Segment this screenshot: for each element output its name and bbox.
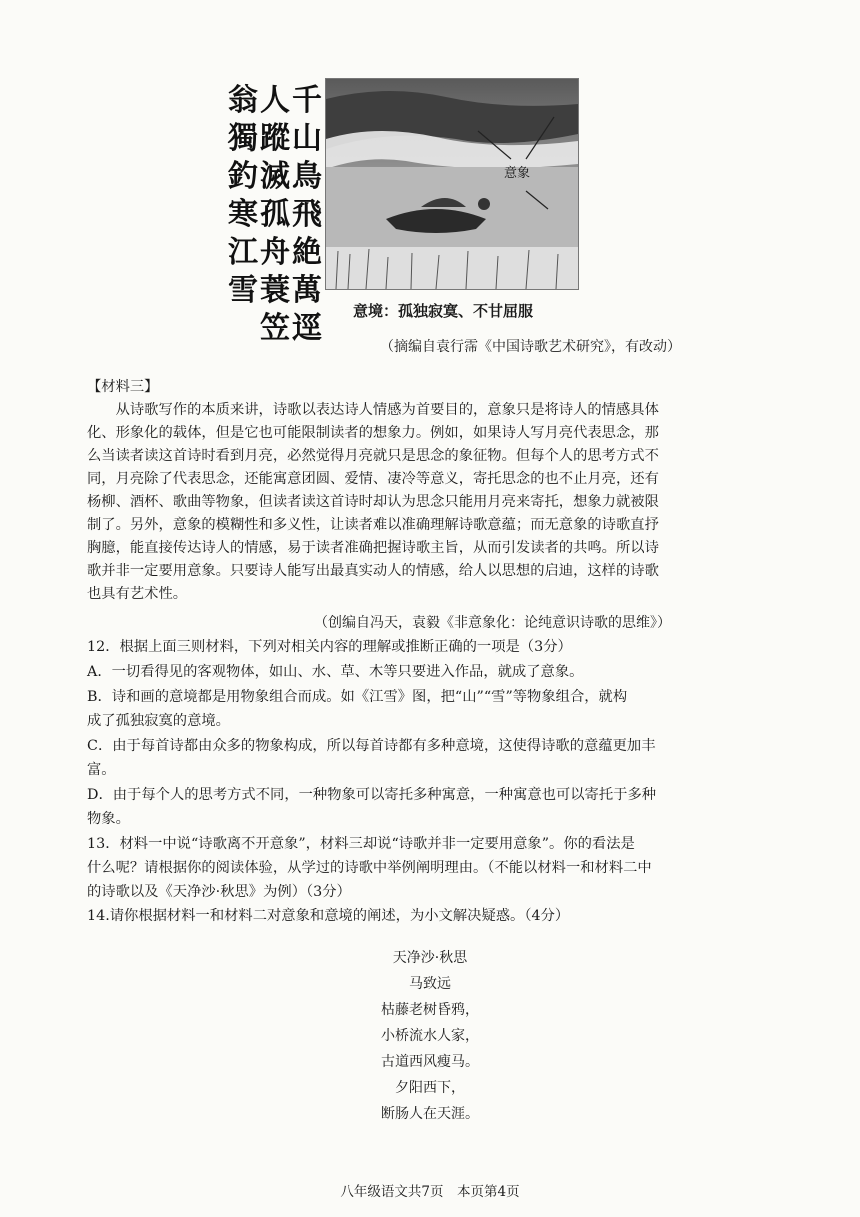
material-line: 同，月亮除了代表思念，还能寓意团圆、爱情、凄冷等意义，寄托思念的也不止月亮，还有: [87, 471, 659, 487]
calligraphy-char: 鳥: [292, 159, 322, 194]
calligraphy-char: 逕: [292, 311, 322, 346]
calligraphy-char: 千: [292, 83, 322, 118]
material-heading: 【材料三】: [87, 379, 159, 395]
ink-painting: [325, 78, 579, 290]
calligraphy-char: 孤: [260, 197, 290, 232]
calligraphy-char: 江: [228, 235, 258, 270]
poem-title: 天净沙·秋思: [392, 950, 468, 966]
painting-caption: 意境：孤独寂寞、不甘屈服: [353, 302, 534, 320]
source-citation-1: （摘编自袁行霈《中国诗歌艺术研究》，有改动）: [380, 339, 681, 355]
question-14: 14.请你根据材料一和材料二对意象和意境的阐述，为小文解决疑惑。（4分）: [87, 908, 570, 924]
calligraphy-char: 雪: [228, 273, 258, 308]
poem-line: 夕阳西下，: [395, 1080, 465, 1096]
question-13: 13．材料一中说“诗歌离不开意象”，材料三却说“诗歌并非一定要用意象”。你的看法是: [87, 836, 635, 852]
material-line: 么当读者读这首诗时看到月亮，必然觉得月亮就只是思念的象征物。但每个人的思考方式不: [87, 448, 659, 464]
question-13-cont: 什么呢？请根据你的阅读体验，从学过的诗歌中举例阐明理由。（不能以材料一和材料二中: [87, 860, 652, 876]
material-line: 杨柳、酒杯、歌曲等物象，但读者读这首诗时却认为思念只能用月亮来寄托，想象力就被限: [87, 494, 659, 510]
question-12: 12．根据上面三则材料，下列对相关内容的理解或推断正确的一项是（3分）: [87, 639, 572, 655]
calligraphy-char: 獨: [228, 121, 258, 156]
calligraphy-char: 釣: [228, 159, 258, 194]
page-footer: 八年级语文共7页 本页第4页: [340, 1184, 520, 1200]
material-line: 胸臆，能直接传达诗人的情感，易于读者准确把握诗歌主旨，从而引发读者的共鸣。所以诗: [87, 540, 659, 556]
option-a: A．一切看得见的客观物体，如山、水、草、木等只要进入作品，就成了意象。: [87, 664, 584, 680]
material-line: 从诗歌写作的本质来讲，诗歌以表达诗人情感为首要目的，意象只是将诗人的情感具体: [115, 402, 659, 418]
calligraphy-char: 蓑: [260, 273, 290, 308]
poem-line: 断肠人在天涯。: [381, 1106, 479, 1122]
calligraphy-column-3: [226, 82, 260, 310]
material-line: 也具有艺术性。: [87, 586, 188, 602]
calligraphy-char: 寒: [228, 197, 258, 232]
source-citation-2: （创编自冯天，袁毅《非意象化：论纯意识诗歌的思维》）: [314, 615, 671, 631]
option-b: B．诗和画的意境都是用物象组合而成。如《江雪》图，把“山”“雪”等物象组合，就构: [87, 689, 628, 705]
calligraphy-char: 山: [292, 121, 322, 156]
calligraphy-char: 笠: [260, 311, 290, 346]
calligraphy-char: 飛: [292, 197, 322, 232]
poem-line: 枯藤老树昏鸦，: [381, 1002, 479, 1018]
calligraphy-char: 人: [260, 83, 290, 118]
option-d: D．由于每个人的思考方式不同，一种物象可以寄托多种寓意，一种寓意也可以寄托于多种: [87, 787, 657, 803]
option-b-cont: 成了孤独寂寞的意境。: [87, 713, 230, 729]
calligraphy-column-1: [290, 82, 324, 348]
material-line: 制了。另外，意象的模糊性和多义性，让读者难以准确理解诗歌意蕴；而无意象的诗歌直抒: [87, 517, 659, 533]
calligraphy-char: 滅: [260, 159, 290, 194]
calligraphy-column-2: [258, 82, 292, 348]
poem-line: 小桥流水人家，: [381, 1028, 479, 1044]
poem-author: 马致远: [409, 976, 451, 992]
calligraphy-char: 蹤: [260, 121, 290, 156]
option-c-cont: 富。: [87, 762, 116, 778]
question-13-cont: 的诗歌以及《天净沙·秋思》为例）（3分）: [87, 884, 351, 900]
option-c: C．由于每首诗都由众多的物象构成，所以每首诗都有多种意境，这使得诗歌的意蕴更加丰: [87, 738, 656, 754]
calligraphy-char: 萬: [292, 273, 322, 308]
option-d-cont: 物象。: [87, 811, 130, 827]
material-line: 歌并非一定要用意象。只要诗人能写出最真实动人的情感，给人以思想的启迪，这样的诗歌: [87, 563, 659, 579]
poem-line: 古道西风瘦马。: [381, 1054, 479, 1070]
calligraphy-char: 舟: [260, 235, 290, 270]
painting-label: 意象: [504, 166, 531, 181]
calligraphy-char: 絶: [292, 235, 322, 270]
painting-shore: [326, 247, 578, 289]
material-line: 化、形象化的载体，但是它也可能限制读者的想象力。例如，如果诗人写月亮代表思念，那: [87, 425, 659, 441]
fisherman-icon: [478, 198, 490, 210]
calligraphy-char: 翁: [228, 83, 258, 118]
